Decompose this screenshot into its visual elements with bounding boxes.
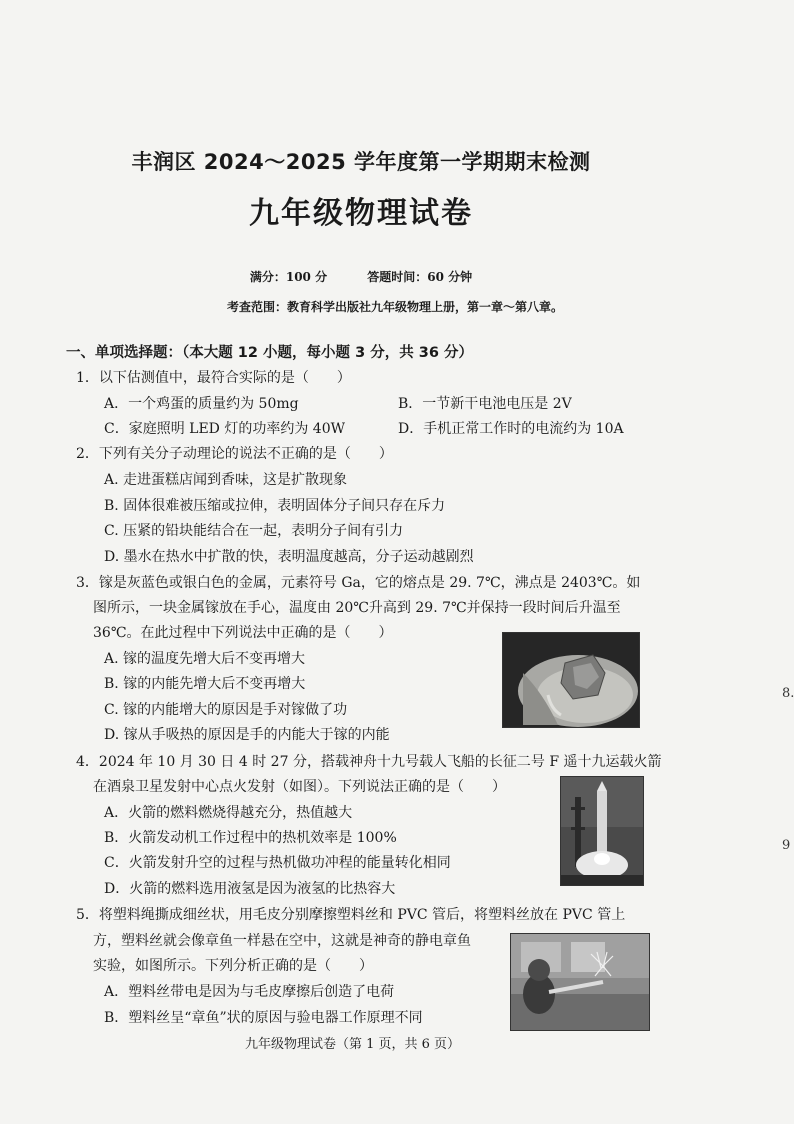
q2-stem: 2．下列有关分子动理论的说法不正确的是（ ） [76,446,393,462]
q1-option-b: B．一节新干电池电压是 2V [398,396,572,412]
q3-option-b: B. 镓的内能先增大后不变再增大 [104,676,306,692]
q5-stem-line2: 方，塑料丝就会像章鱼一样悬在空中，这就是神奇的静电章鱼 [93,933,471,949]
q4-stem-line1: 4．2024 年 10 月 30 日 4 时 27 分，搭载神舟十九号载人飞船的长征二号 F 遥十九运载火箭 [76,754,662,770]
exam-title: 丰润区 2024～2025 学年度第一学期期末检测 [131,150,591,174]
q3-option-a: A. 镓的温度先增大后不变再增大 [104,651,306,667]
q2-option-b: B. 固体很难被压缩或拉伸，表明固体分子间只存在斥力 [104,498,446,514]
rocket-launch-image [561,777,643,885]
q3-option-c: C. 镓的内能增大的原因是手对镓做了功 [104,702,348,718]
full-score: 满分：100 分 [249,270,328,284]
section-heading: 一、单项选择题：（本大题 12 小题，每小题 3 分，共 36 分） [66,345,473,361]
q3-stem-line2: 图所示，一块金属镓放在手心，温度由 20℃升高到 29. 7℃并保持一段时间后升温至 [93,600,621,616]
static-octopus-image [511,934,649,1030]
q2-option-a: A. 走进蛋糕店闻到香味，这是扩散现象 [104,472,348,488]
q1-option-d: D．手机正常工作时的电流约为 10A [398,421,624,437]
rocket-launch-photo [560,776,644,886]
exam-meta [0,268,722,285]
q4-option-a: A．火箭的燃料燃烧得越充分，热值越大 [104,805,353,821]
q4-option-d: D．火箭的燃料选用液氢是因为液氢的比热容大 [104,881,396,897]
q3-option-d: D. 镓从手吸热的原因是手的内能大于镓的内能 [104,727,390,743]
page-footer: 九年级物理试卷（第 1 页，共 6 页） [244,1037,461,1052]
gallium-hand-image [503,633,639,727]
q1-option-a: A．一个鸡蛋的质量约为 50mg [104,396,299,412]
q2-option-c: C. 压紧的铅块能结合在一起，表明分子间有引力 [104,523,404,539]
q3-stem-line3: 36℃。在此过程中下列说法中正确的是（ ） [93,625,393,641]
q5-option-a: A．塑料丝带电是因为与毛皮摩擦后创造了电荷 [104,984,395,1000]
q5-stem-line3: 实验，如图所示。下列分析正确的是（ ） [93,958,373,974]
exam-scope: 考查范围：教育科学出版社九年级物理上册，第一章～第八章。 [226,300,563,314]
q4-option-c: C．火箭发射升空的过程与热机做功冲程的能量转化相同 [104,855,451,871]
q4-option-b: B．火箭发动机工作过程中的热机效率是 100% [104,830,397,846]
q5-option-b: B．塑料丝呈“章鱼”状的原因与验电器工作原理不同 [104,1010,423,1026]
margin-mark-8: 8. [782,686,794,701]
q3-stem-line1: 3．镓是灰蓝色或银白色的金属，元素符号 Ga，它的熔点是 29. 7℃，沸点是 2403℃。如 [76,575,641,591]
static-octopus-photo [510,933,650,1031]
q1-option-c: C．家庭照明 LED 灯的功率约为 40W [104,421,346,437]
exam-subject: 九年级物理试卷 [249,196,473,231]
margin-mark-9: 9 [782,838,791,853]
gallium-hand-photo [502,632,640,728]
exam-time: 答题时间：60 分钟 [367,270,473,284]
q5-stem-line1: 5．将塑料绳撕成细丝状，用毛皮分别摩擦塑料丝和 PVC 管后，将塑料丝放在 PVC 管上 [76,907,626,923]
q4-stem-line2: 在酒泉卫星发射中心点火发射（如图）。下列说法正确的是（ ） [93,779,506,795]
q2-option-d: D. 墨水在热水中扩散的快，表明温度越高，分子运动越剧烈 [104,549,474,565]
q1-stem: 1．以下估测值中，最符合实际的是（ ） [76,370,351,386]
